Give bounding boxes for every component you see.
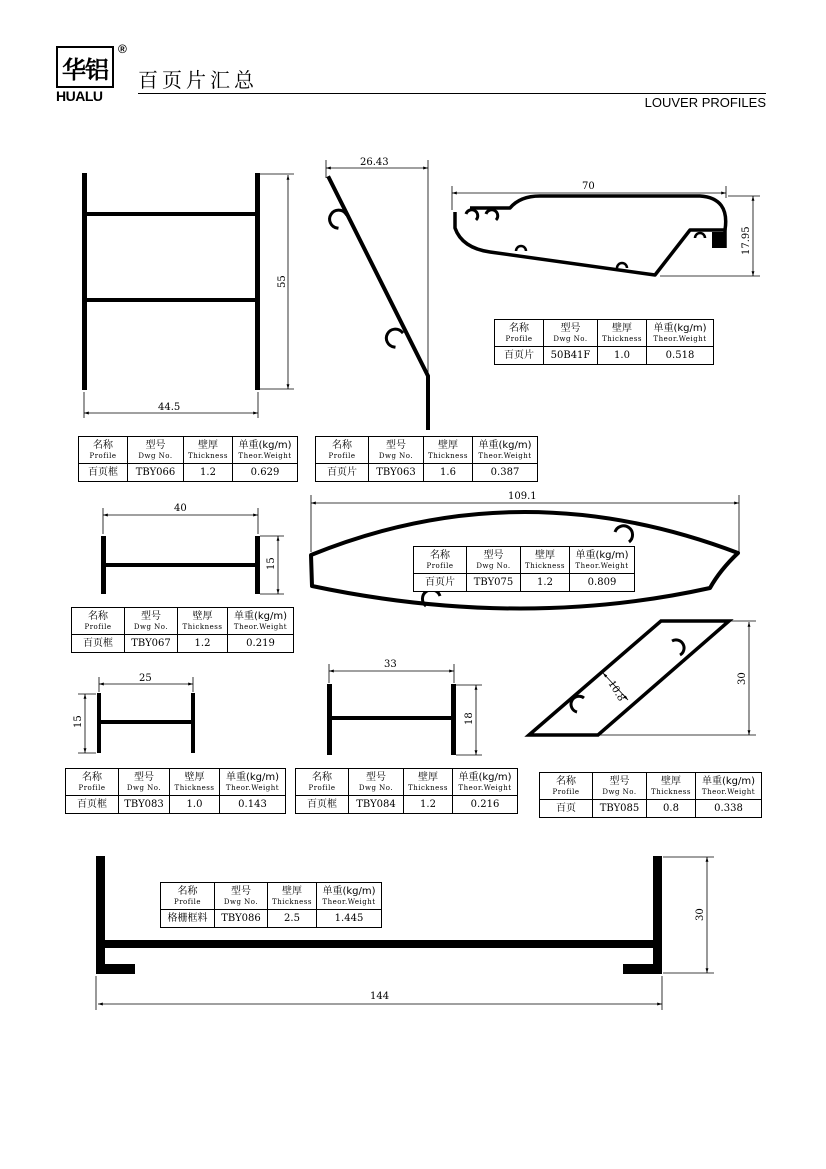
header-label-cn: 名称: [82, 771, 102, 783]
table-header-cell: [598, 320, 647, 347]
dwg-number: TBY083: [119, 796, 170, 814]
tby083-width-label: 25: [139, 673, 152, 684]
header-label-en: Theor.Weight: [322, 897, 376, 906]
header-label-en: Thickness: [272, 897, 312, 906]
tby083-height-label: 15: [73, 715, 84, 728]
table-header-cell: [647, 320, 714, 347]
table-header-cell: [521, 547, 570, 574]
profile-tby085-drawing: [529, 621, 729, 735]
weight-value: 1.445: [317, 910, 382, 928]
header-label-cn: 壁厚: [282, 885, 302, 897]
header-label-cn: 壁厚: [535, 549, 555, 561]
dwg-number: 50B41F: [544, 347, 598, 365]
table-header-cell: [495, 320, 544, 347]
header-label-cn: 单重(kg/m): [322, 885, 376, 897]
header-label-en: Thickness: [408, 783, 448, 792]
table-header-cell: [404, 769, 453, 796]
tby084-dimensions: [329, 664, 482, 755]
header-label-en: Thickness: [188, 451, 228, 460]
header-label-en: Dwg No.: [133, 622, 169, 631]
profile-name: 格栅框料: [161, 910, 215, 928]
weight-value: 0.216: [453, 796, 518, 814]
header-label-cn: 壁厚: [192, 610, 213, 622]
header-label-cn: 单重(kg/m): [233, 610, 288, 622]
header-label-en: Dwg No.: [358, 783, 394, 792]
table-header-cell: [66, 769, 119, 796]
header-label-cn: 名称: [312, 771, 332, 783]
weight-value: 0.387: [473, 464, 538, 482]
table-header-cell: [696, 773, 762, 800]
tby066-height-label: 55: [277, 275, 288, 288]
profile-name: 百页片: [414, 574, 467, 592]
table-header-cell: [220, 769, 286, 796]
tby086-width-label: 144: [370, 991, 390, 1002]
tby063-width-label: 26.43: [360, 157, 389, 168]
header-label-en: Dwg No.: [138, 451, 173, 460]
tby067-width-label: 40: [174, 503, 187, 514]
table-header-cell: [349, 769, 404, 796]
table-header-cell: [424, 437, 473, 464]
table-header-cell: [544, 320, 598, 347]
profile-name: 百页框: [79, 464, 128, 482]
profile-name: 百页框: [72, 635, 125, 653]
header-label-cn: 型号: [141, 610, 161, 622]
table-header-cell: [473, 437, 538, 464]
thickness-value: 1.2: [178, 635, 228, 653]
header-label-en: Dwg No.: [602, 787, 637, 796]
header-label-en: Dwg No.: [476, 561, 511, 570]
table-header-cell: [316, 437, 369, 464]
dwg-number: TBY084: [349, 796, 404, 814]
header-label-cn: 单重(kg/m): [653, 322, 707, 334]
50b41f-width-label: 70: [582, 181, 595, 192]
profile-name: 百页: [540, 800, 593, 818]
table-header-cell: [369, 437, 424, 464]
table-header-cell: [228, 608, 294, 635]
profile-50b41f-drawing: [455, 196, 726, 275]
spec-table-50b41f: [494, 319, 714, 365]
table-header-cell: [268, 883, 317, 910]
header-label-en: Profile: [78, 783, 106, 792]
header-label-en: Theor.Weight: [458, 783, 512, 792]
header-label-cn: 型号: [366, 771, 386, 783]
header-label-cn: 壁厚: [184, 771, 205, 783]
header-label-cn: 名称: [556, 775, 576, 787]
tby066-width-label: 44.5: [158, 402, 181, 413]
weight-value: 0.338: [696, 800, 762, 818]
table-header-cell: [414, 547, 467, 574]
thickness-value: 1.2: [404, 796, 453, 814]
table-header-cell: [184, 437, 233, 464]
header-label-cn: 单重(kg/m): [238, 439, 292, 451]
header-label-cn: 名称: [430, 549, 450, 561]
tby075-dimensions: [311, 495, 739, 552]
header-label-cn: 单重(kg/m): [458, 771, 512, 783]
tby085-dimensions: [600, 621, 756, 735]
header-label-en: Thickness: [602, 334, 642, 343]
tby085-height-label: 30: [737, 672, 748, 685]
header-label-cn: 名称: [509, 322, 529, 334]
tby086-dimensions: [96, 857, 714, 1010]
profile-name: 百页片: [495, 347, 544, 365]
table-header-cell: [453, 769, 518, 796]
weight-value: 0.518: [647, 347, 714, 365]
page-subtitle: LOUVER PROFILES: [644, 95, 766, 110]
tby083-dimensions: [78, 677, 193, 753]
thickness-value: 1.6: [424, 464, 473, 482]
profile-tby067-drawing: [101, 536, 260, 594]
dwg-number: TBY085: [593, 800, 647, 818]
header-label-cn: 型号: [560, 322, 581, 334]
spec-table-tby063: [315, 436, 538, 482]
header-label-cn: 单重(kg/m): [478, 439, 532, 451]
spec-table-tby084: [295, 768, 518, 814]
table-header-cell: [647, 773, 696, 800]
header-label-en: Profile: [308, 783, 336, 792]
header-label-en: Thickness: [428, 451, 468, 460]
table-header-cell: [233, 437, 298, 464]
weight-value: 0.143: [220, 796, 286, 814]
header-label-en: Theor.Weight: [225, 783, 280, 792]
header-label-cn: 单重(kg/m): [575, 549, 629, 561]
dwg-number: TBY063: [369, 464, 424, 482]
header-label-en: Dwg No.: [553, 334, 588, 343]
table-header-cell: [170, 769, 220, 796]
header-label-en: Thickness: [525, 561, 565, 570]
profile-tby083-drawing: [97, 693, 195, 753]
profile-tby063-drawing: [329, 178, 428, 428]
registered-mark: ®: [118, 42, 127, 56]
logo-chinese-text: 华铝: [62, 55, 108, 84]
header-label-en: Profile: [426, 561, 454, 570]
page-title: 百页片汇总: [138, 68, 258, 92]
tby084-height-label: 18: [464, 712, 475, 725]
table-header-cell: [178, 608, 228, 635]
header-label-en: Theor.Weight: [238, 451, 292, 460]
dwg-number: TBY067: [125, 635, 178, 653]
header-label-en: Theor.Weight: [653, 334, 707, 343]
header-label-cn: 单重(kg/m): [701, 775, 756, 787]
dwg-number: TBY066: [128, 464, 184, 482]
table-header-cell: [467, 547, 521, 574]
header-label-cn: 壁厚: [661, 775, 681, 787]
tby084-width-label: 33: [384, 659, 397, 670]
table-header-cell: [161, 883, 215, 910]
thickness-value: 1.2: [521, 574, 570, 592]
profile-tby084-drawing: [327, 684, 456, 755]
tby086-height-label: 30: [695, 908, 706, 921]
weight-value: 0.809: [570, 574, 635, 592]
header-label-en: Dwg No.: [378, 451, 414, 460]
header-label-cn: 壁厚: [438, 439, 458, 451]
50b41f-height-label: 17.95: [741, 226, 752, 255]
profile-name: 百页片: [316, 464, 369, 482]
table-header-cell: [72, 608, 125, 635]
table-header-cell: [593, 773, 647, 800]
thickness-value: 1.0: [598, 347, 647, 365]
header-label-cn: 壁厚: [198, 439, 218, 451]
tby075-width-label: 109.1: [508, 491, 537, 502]
thickness-value: 1.0: [170, 796, 220, 814]
header-label-cn: 名称: [177, 885, 198, 897]
header-label-cn: 名称: [332, 439, 352, 451]
spec-table-tby075: [413, 546, 635, 592]
table-header-cell: [296, 769, 349, 796]
spec-table-tby083: [65, 768, 286, 814]
header-label-en: Thickness: [174, 783, 215, 792]
tby067-height-label: 15: [266, 557, 277, 570]
header-label-en: Dwg No.: [223, 897, 259, 906]
header-label-cn: 单重(kg/m): [225, 771, 280, 783]
header-label-cn: 型号: [134, 771, 154, 783]
header-label-en: Profile: [505, 334, 533, 343]
table-header-cell: [125, 608, 178, 635]
header-label-en: Thickness: [651, 787, 691, 796]
thickness-value: 1.2: [184, 464, 233, 482]
header-label-en: Theor.Weight: [575, 561, 629, 570]
table-header-cell: [215, 883, 268, 910]
header-label-cn: 壁厚: [612, 322, 632, 334]
header-label-en: Profile: [84, 622, 112, 631]
header-label-en: Theor.Weight: [233, 622, 288, 631]
header-label-cn: 型号: [609, 775, 630, 787]
weight-value: 0.629: [233, 464, 298, 482]
profile-tby066-drawing: [82, 173, 260, 390]
header-label-cn: 壁厚: [418, 771, 438, 783]
thickness-value: 2.5: [268, 910, 317, 928]
profile-name: 百页框: [296, 796, 349, 814]
table-header-cell: [540, 773, 593, 800]
table-header-cell: [119, 769, 170, 796]
header-label-en: Profile: [328, 451, 356, 460]
table-header-cell: [570, 547, 635, 574]
profile-name: 百页框: [66, 796, 119, 814]
header-label-en: Thickness: [182, 622, 223, 631]
header-label-en: Profile: [174, 897, 201, 906]
spec-table-tby086: [160, 882, 382, 928]
header-label-en: Dwg No.: [126, 783, 162, 792]
header-label-cn: 型号: [145, 439, 166, 451]
thickness-value: 0.8: [647, 800, 696, 818]
header-label-en: Profile: [89, 451, 117, 460]
header-label-cn: 型号: [483, 549, 504, 561]
dwg-number: TBY086: [215, 910, 268, 928]
tby085-inner-label: 10.8: [605, 678, 627, 704]
header-label-cn: 名称: [93, 439, 113, 451]
header-label-cn: 型号: [386, 439, 406, 451]
header-label-en: Theor.Weight: [478, 451, 532, 460]
header-label-en: Profile: [552, 787, 580, 796]
tby066-dimensions: [84, 174, 294, 418]
dwg-number: TBY075: [467, 574, 521, 592]
header-label-cn: 名称: [88, 610, 108, 622]
header-label-en: Theor.Weight: [701, 787, 756, 796]
spec-table-tby066: [78, 436, 298, 482]
logo-brand-name: HUALU: [56, 88, 103, 104]
spec-table-tby085: [539, 772, 762, 818]
weight-value: 0.219: [228, 635, 294, 653]
table-header-cell: [317, 883, 382, 910]
table-header-cell: [79, 437, 128, 464]
spec-table-tby067: [71, 607, 294, 653]
header-label-cn: 型号: [231, 885, 251, 897]
table-header-cell: [128, 437, 184, 464]
